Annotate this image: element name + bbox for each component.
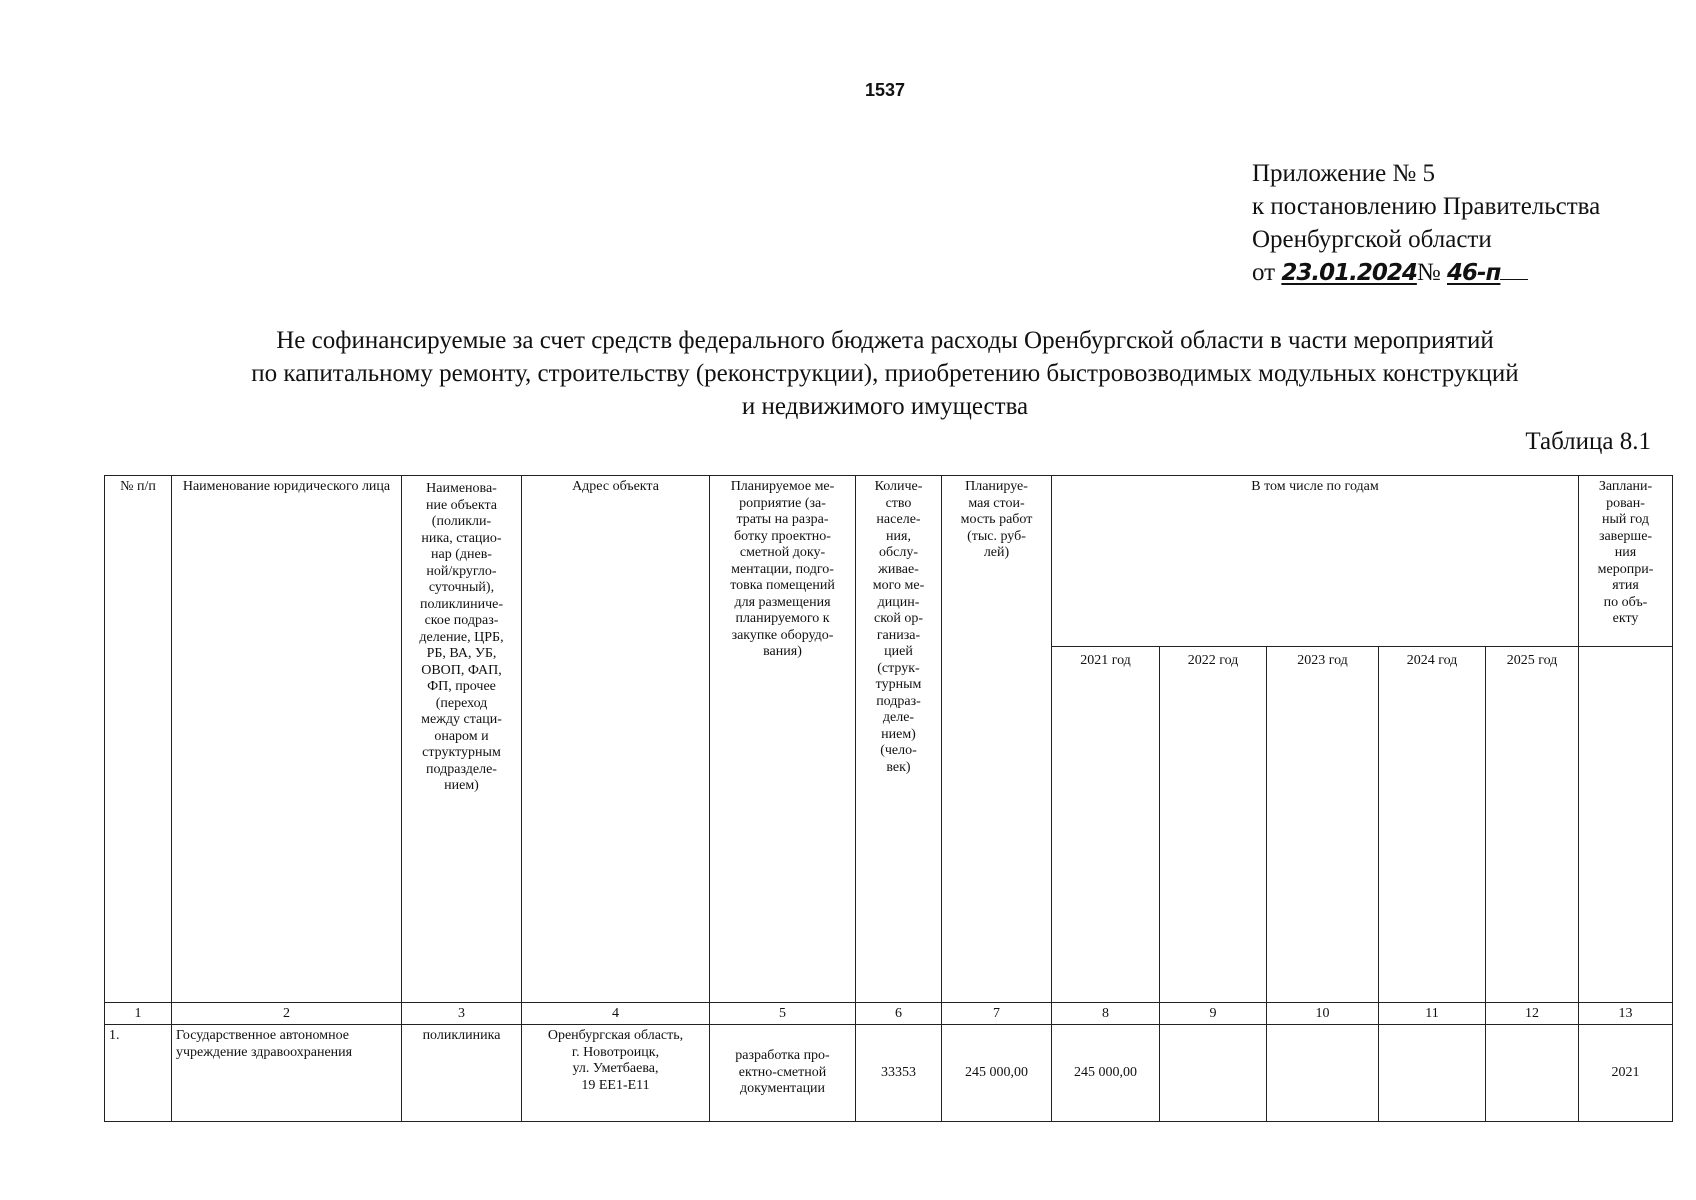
column-number: 4 (522, 1003, 710, 1025)
table-row (105, 1025, 1673, 1122)
underline-trail (1500, 261, 1528, 280)
cell-year-2024 (1379, 1025, 1486, 1122)
cell-year-2025 (1486, 1025, 1579, 1122)
column-number: 3 (402, 1003, 522, 1025)
document-title (150, 324, 1620, 423)
column-number: 1 (105, 1003, 172, 1025)
header-year-2023: 2023 год (1267, 647, 1379, 1003)
title-line-1: Не софинансируемые за счет средств федерального бюджета расходы Оренбургской области в части мероприятий (276, 327, 1494, 354)
header-row-main (105, 476, 1673, 647)
column-number: 13 (1579, 1003, 1673, 1025)
header-planned-activity: Планируемое ме- роприятие (за- траты на разра- ботку проектно- сметной доку- ментации, подго- товка помещений для размещения планируемого к закупке оборудо- вания) (710, 476, 856, 1003)
appendix-date-line (1252, 256, 1600, 290)
appendix-line-2: к постановлению Правительства (1252, 193, 1601, 220)
column-number: 10 (1267, 1003, 1379, 1025)
header-population: Количе- ство населе- ния, обслу- живае- мого ме- дицин- ской ор- ганиза- цией (струк- турным подраз- деле- нием) (чело- век) (856, 476, 942, 1003)
header-year-2021: 2021 год (1052, 647, 1160, 1003)
number-sign: № (1416, 259, 1447, 286)
header-year-2024: 2024 год (1379, 647, 1486, 1003)
cell-year-2023 (1267, 1025, 1379, 1122)
appendix-block (1252, 157, 1600, 290)
column-number: 2 (172, 1003, 402, 1025)
header-address: Адрес объекта (522, 476, 710, 1003)
header-year-2022: 2022 год (1160, 647, 1267, 1003)
cell-population: 33353 (856, 1025, 942, 1122)
appendix-line-3: Оренбургской области (1252, 226, 1492, 253)
appendix-line-1: Приложение № 5 (1252, 160, 1436, 187)
cell-object-name: поликлиника (402, 1025, 522, 1122)
title-line-2: по капитальному ремонту, строительству (реконструкции), приобретению быстровозводимых модульных конструкций (251, 360, 1519, 387)
expenses-table (104, 475, 1673, 1122)
header-completion-year: Заплани- рован- ный год заверше- ния меропри- ятия по объ- екту (1579, 476, 1673, 647)
column-number: 11 (1379, 1003, 1486, 1025)
column-number: 8 (1052, 1003, 1160, 1025)
column-number-row (105, 1003, 1673, 1025)
number-value: 46-п (1446, 260, 1501, 286)
cell-address: Оренбургская область, г. Новотроицк, ул. Уметбаева, 19 ЕЕ1-Е11 (522, 1025, 710, 1122)
date-prefix: от (1252, 259, 1282, 286)
cell-planned-cost: 245 000,00 (942, 1025, 1052, 1122)
cell-year-2022 (1160, 1025, 1267, 1122)
header-by-years: В том числе по годам (1052, 476, 1579, 647)
cell-num: 1. (105, 1025, 172, 1122)
cell-planned-activity: разработка про- ектно-сметной документации (710, 1025, 856, 1122)
column-number: 6 (856, 1003, 942, 1025)
header-legal-entity: Наименование юридического лица (172, 476, 402, 1003)
header-completion-spacer (1579, 647, 1673, 1003)
table-label: Таблица 8.1 (1525, 428, 1651, 455)
title-line-3: и недвижимого имущества (741, 393, 1029, 420)
column-number: 12 (1486, 1003, 1579, 1025)
column-number: 7 (942, 1003, 1052, 1025)
cell-completion-year: 2021 (1579, 1025, 1673, 1122)
column-number: 5 (710, 1003, 856, 1025)
header-num: № п/п (105, 476, 172, 1003)
column-number: 9 (1160, 1003, 1267, 1025)
header-object-name: Наименова- ние объекта (поликли- ника, стацио- нар (днев- ной/кругло- суточный), поликлиниче- ское подраз- деление, ЦРБ, РБ, ВА, УБ, ОВОП, ФАП, ФП, прочее (переход между стаци- онаром и структурным подразделе- нием) (402, 476, 522, 1003)
cell-year-2021: 245 000,00 (1052, 1025, 1160, 1122)
header-year-2025: 2025 год (1486, 647, 1579, 1003)
date-value: 23.01.2024 (1281, 260, 1417, 286)
page-number: 1537 (864, 80, 906, 100)
cell-legal-entity: Государственное автономное учреждение здравоохранения (172, 1025, 402, 1122)
header-planned-cost: Планируе- мая стои- мость работ (тыс. руб- лей) (942, 476, 1052, 1003)
